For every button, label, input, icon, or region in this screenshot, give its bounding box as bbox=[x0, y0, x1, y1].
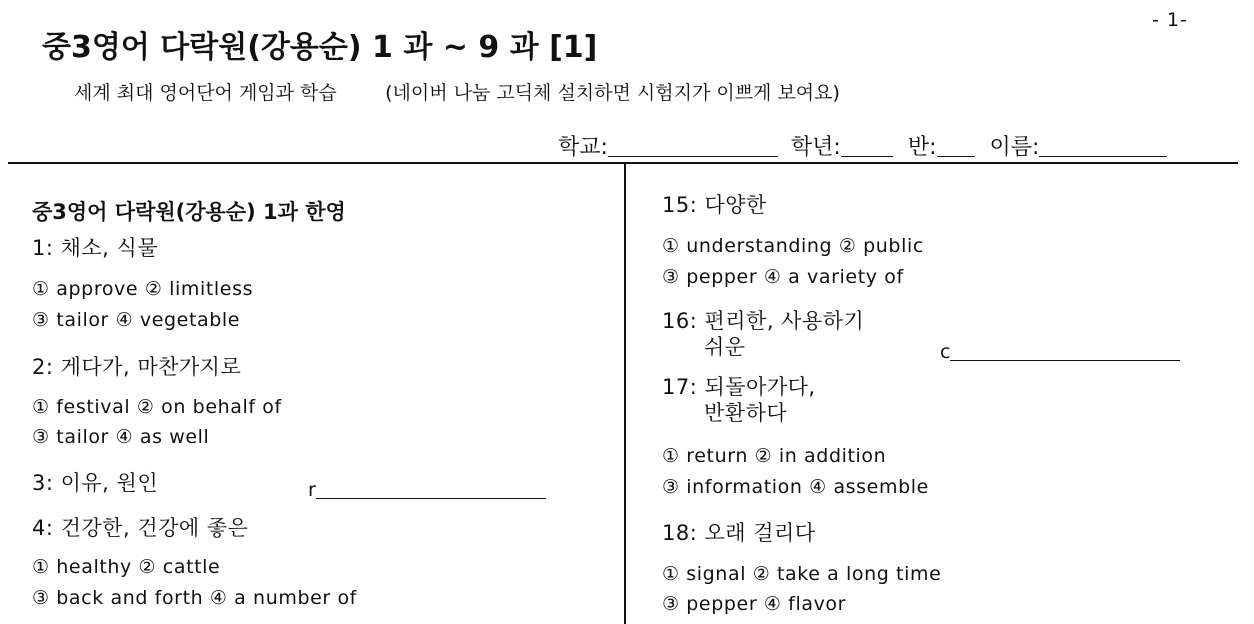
question-16-line-1: 16: 편리한, 사용하기 bbox=[662, 309, 865, 333]
question-3-answer-hint: r bbox=[308, 479, 316, 501]
question-4-options-a: ① healthy ② cattle bbox=[32, 556, 221, 578]
name-blank bbox=[1039, 132, 1167, 157]
question-4: 4: 건강한, 건강에 좋은 bbox=[32, 516, 249, 540]
question-18-options-b: ③ pepper ④ flavor bbox=[662, 593, 847, 615]
grade-label: 학년: bbox=[790, 135, 841, 160]
question-4-options-b: ③ back and forth ④ a number of bbox=[32, 587, 357, 609]
question-17-line-1: 17: 되돌아가다, bbox=[662, 375, 816, 399]
name-label: 이름: bbox=[989, 135, 1040, 160]
question-1-options-a: ① approve ② limitless bbox=[32, 278, 254, 300]
question-3-answer-blank bbox=[316, 478, 546, 499]
school-label: 학교: bbox=[558, 135, 608, 160]
question-15-options-a: ① understanding ② public bbox=[662, 235, 924, 257]
question-1: 1: 채소, 식물 bbox=[32, 236, 159, 260]
question-16-answer bbox=[940, 340, 1180, 363]
question-18: 18: 오래 걸리다 bbox=[662, 521, 816, 545]
question-17-options-a: ① return ② in addition bbox=[662, 445, 887, 467]
section-title: 중3영어 다락원(강용순) 1과 한영 bbox=[32, 200, 346, 224]
class-label: 반: bbox=[907, 135, 937, 160]
question-16 bbox=[662, 308, 864, 360]
question-2: 2: 게다가, 마찬가지로 bbox=[32, 355, 242, 379]
question-15-options-b: ③ pepper ④ a variety of bbox=[662, 266, 904, 288]
question-16-line-2: 쉬운 bbox=[704, 335, 746, 359]
worksheet-title: 중3영어 다락원(강용순) 1 과 ~ 9 과 [1] bbox=[42, 30, 598, 65]
worksheet-subtitle: 세계 최대 영어단어 게임과 학습 (네이버 나눔 고딕체 설치하면 시험지가 이쁘게 보여요) bbox=[74, 82, 840, 104]
class-blank bbox=[937, 132, 975, 157]
school-blank bbox=[608, 132, 778, 157]
question-16-answer-hint: c bbox=[940, 341, 951, 363]
question-3: 3: 이유, 원인 bbox=[32, 471, 159, 495]
column-divider bbox=[624, 164, 626, 624]
question-15: 15: 다양한 bbox=[662, 193, 767, 217]
question-1-options-b: ③ tailor ④ vegetable bbox=[32, 309, 241, 331]
page-number: - 1- bbox=[1152, 9, 1188, 31]
question-18-options-a: ① signal ② take a long time bbox=[662, 563, 942, 585]
question-3-answer bbox=[308, 478, 546, 501]
question-2-options-b: ③ tailor ④ as well bbox=[32, 426, 210, 448]
question-17-options-b: ③ information ④ assemble bbox=[662, 476, 929, 498]
question-17-line-2: 반환하다 bbox=[704, 401, 788, 425]
student-info-line bbox=[558, 130, 1167, 161]
header-divider bbox=[8, 162, 1238, 164]
question-2-options-a: ① festival ② on behalf of bbox=[32, 396, 282, 418]
grade-blank bbox=[841, 132, 893, 157]
question-16-answer-blank bbox=[950, 340, 1180, 361]
question-17 bbox=[662, 374, 816, 426]
